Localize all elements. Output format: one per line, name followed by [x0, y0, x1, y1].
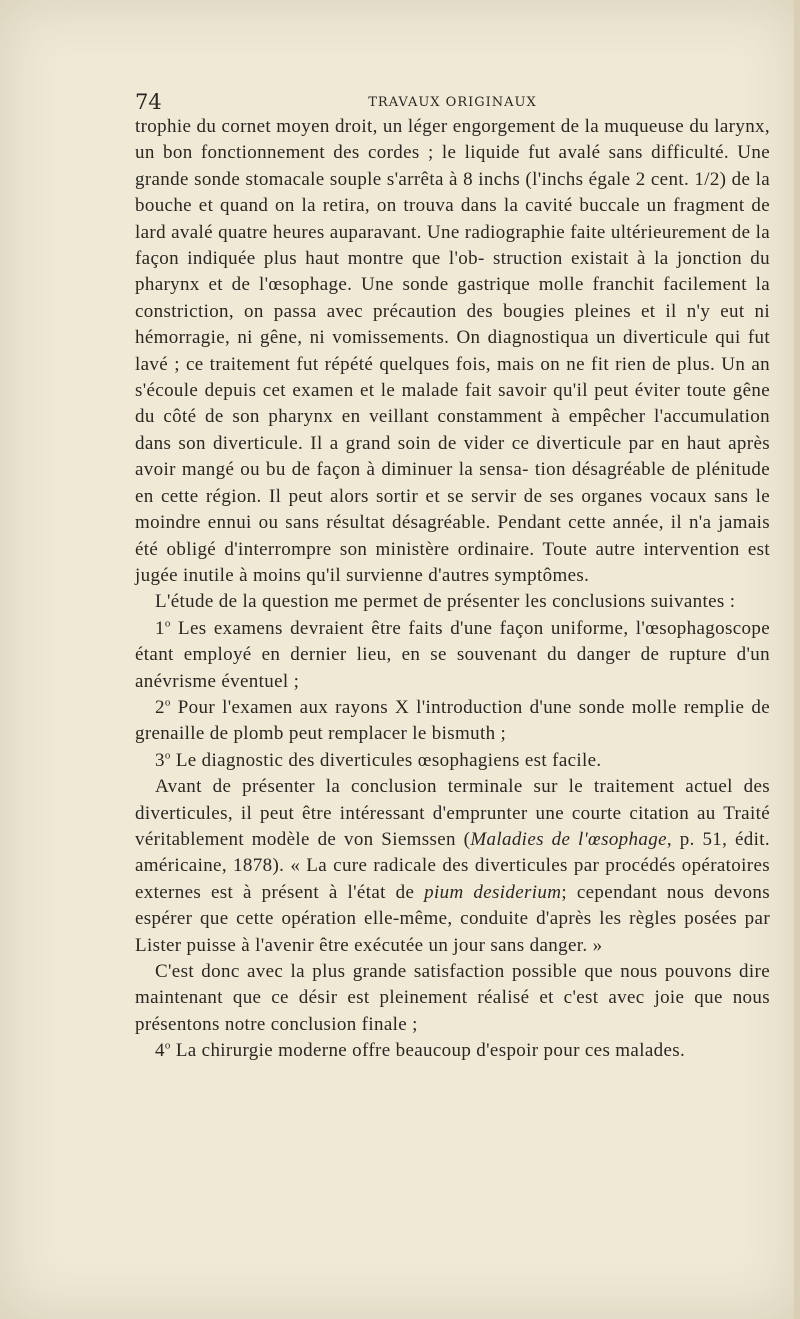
item-text: Le diagnostic des diverticules œsophagiens est facile.	[175, 749, 602, 771]
conclusion-item-1	[135, 616, 770, 695]
running-head: TRAVAUX ORIGINAUX	[368, 95, 537, 110]
page-edge	[794, 0, 800, 1319]
ordinal-marker: o	[164, 749, 171, 762]
conclusion-item-3	[135, 748, 770, 774]
ordinal-marker: o	[164, 617, 171, 630]
page-header	[135, 90, 770, 114]
conclusion-item-4	[135, 1038, 770, 1064]
body-text	[135, 114, 770, 1065]
page-number: 74	[135, 90, 162, 114]
book-title: Maladies de l'œsophage	[470, 828, 667, 850]
paragraph-final-statement: C'est donc avec la plus grande satisfaction possible que nous pouvons dire maintenant que ce désir est pleinement réalisé et c'est avec joie que nous présentons notre conclusion finale ;	[135, 961, 770, 1035]
citation-text: ; cependant nous devons espérer que cette opération elle-même, conduite d'après les règles posées par Lister puisse à l'avenir être exécutée un jour sans danger. »	[135, 881, 771, 956]
item-text: Les examens devraient être faits d'une façon uniforme, l'œsophagoscope étant employé en dernier lieu, en se souvenant du danger de rupture d'un anévrisme éventuel ;	[135, 617, 770, 692]
item-number: 4	[155, 1040, 165, 1062]
paragraph-conclusions-intro: L'étude de la question me permet de présenter les conclusions suivantes :	[155, 591, 736, 613]
paragraph-siemssen-citation	[135, 774, 770, 959]
item-number: 2	[155, 696, 165, 718]
conclusion-item-2	[135, 695, 770, 748]
ordinal-marker: o	[164, 696, 171, 709]
citation-text: Avant de présenter la conclusion terminale sur le traitement actuel des diverticules, il peut être intéressant d'emprunter une courte citation au Traité véritablement modèle de von Siemssen (	[135, 776, 770, 850]
ordinal-marker: o	[164, 1039, 171, 1052]
citation-text: , p. 51, édit. américaine, 1878). « La cure radicale des diverticules par procédés opératoires externes est à présent à l'état de	[135, 828, 771, 903]
item-text: Pour l'examen aux rayons X l'introduction d'une sonde molle remplie de grenaille de plomb peut remplacer le bismuth ;	[135, 696, 770, 745]
item-number: 3	[155, 749, 165, 771]
item-text: La chirurgie moderne offre beaucoup d'espoir pour ces malades.	[175, 1040, 686, 1062]
paragraph-case-report: trophie du cornet moyen droit, un léger engorgement de la muqueuse du larynx, un bon fonctionnement des cordes ; le liquide fut avalé sans difficulté. Une grande sonde stomacale souple s'arrêta à 8 inchs (l'inchs égale 2 cent. 1/2) de la bouche et quand on la retira, on trouva dans la cavité buccale un fragment de lard avalé quatre heures auparavant. Une radiographie faite ultérieurement de la façon indiquée plus haut montre que l'ob- struction existait à la jonction du pharynx et de l'œsophage. Une sonde gastrique molle franchit facilement la constriction, on passa avec précaution des bougies pleines et il n'y eut ni hémorragie, ni gêne, ni vomissements. On diagnostiqua un diverticule qui fut lavé ; ce traitement fut répété quelques fois, mais on ne fit rien de plus. Un an s'écoule depuis cet examen et le malade fait savoir qu'il peut éviter toute gêne du côté de son pharynx en veillant constamment à empêcher l'accumulation dans son diverticule. Il a grand soin de vider ce diverticule par en haut après avoir mangé ou bu de façon à diminuer la sensa- tion désagréable de plénitude en cette région. Il peut alors sortir et se servir de ses organes vocaux sans le moindre ennui ou sans résultat désagréable. Pendant cette année, il n'a jamais été obligé d'interrompre son ministère ordinaire. Toute autre intervention est jugée inutile à moins qu'il survienne d'autres symptômes.	[135, 116, 770, 586]
latin-phrase: pium desiderium	[424, 881, 562, 903]
item-number: 1	[155, 617, 165, 639]
